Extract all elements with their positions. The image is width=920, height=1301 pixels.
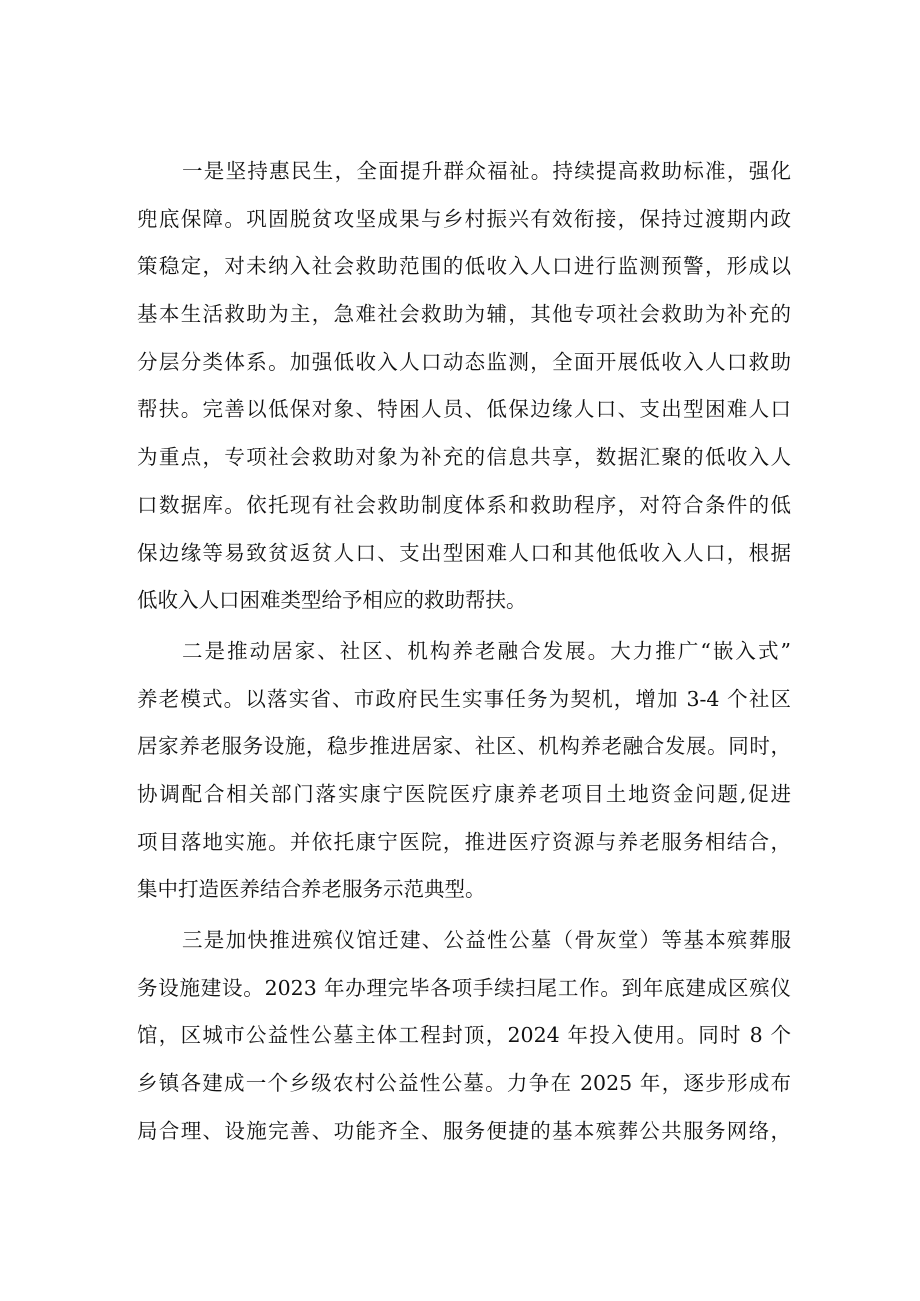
- paragraph-1-line-4: 基本生活救助为主，急难社会救助为辅，其他专项社会救助为补充的: [137, 302, 791, 327]
- paragraph-1-line-6: 帮扶。完善以低保对象、特困人员、低保边缘人口、支出型困难人口: [137, 397, 791, 422]
- paragraph-3-line-3: 馆，区城市公益性公墓主体工程封顶，2024 年投入使用。同时 8 个: [137, 1023, 791, 1048]
- paragraph-1-line-5: 分层分类体系。加强低收入人口动态监测，全面开展低收入人口救助: [137, 349, 791, 374]
- paragraph-2-line-1: 二是推动居家、社区、机构养老融合发展。大力推广“嵌入式”: [182, 638, 791, 663]
- paragraph-1-line-2: 兜底保障。巩固脱贫攻坚成果与乡村振兴有效衔接，保持过渡期内政: [137, 206, 791, 231]
- paragraph-1-line-10: 低收入人口困难类型给予相应的救助帮扶。: [137, 588, 527, 613]
- paragraph-3-line-1: 三是加快推进殡仪馆迁建、公益性公墓（骨灰堂）等基本殡葬服: [182, 928, 791, 952]
- paragraph-1-line-1: 一是坚持惠民生，全面提升群众福祉。持续提高救助标准，强化: [182, 159, 791, 183]
- paragraph-1-line-9: 保边缘等易致贫返贫人口、支出型困难人口和其他低收入人口，根据: [137, 540, 791, 565]
- paragraph-2-line-3: 居家养老服务设施，稳步推进居家、社区、机构养老融合发展。同时，: [137, 734, 791, 759]
- paragraph-3: [137, 917, 791, 1155]
- paragraph-1-line-7: 为重点，专项社会救助对象为补充的信息共享，数据汇聚的低收入人: [137, 445, 791, 470]
- paragraph-1: [137, 148, 791, 625]
- paragraph-1-line-3: 策稳定，对未纳入社会救助范围的低收入人口进行监测预警，形成以: [137, 254, 791, 279]
- paragraph-2: [137, 628, 791, 914]
- paragraph-3-line-4: 乡镇各建成一个乡级农村公益性公墓。力争在 2025 年，逐步形成布: [137, 1071, 791, 1096]
- paragraph-3-line-2: 务设施建设。2023 年办理完毕各项手续扫尾工作。到年底建成区殡仪: [137, 975, 791, 1000]
- paragraph-2-line-4: 协调配合相关部门落实康宁医院医疗康养老项目土地资金问题,促进: [137, 781, 791, 806]
- paragraph-3-line-5: 局合理、设施完善、功能齐全、服务便捷的基本殡葬公共服务网络，: [137, 1118, 791, 1143]
- paragraph-2-line-5: 项目落地实施。并依托康宁医院，推进医疗资源与养老服务相结合，: [137, 829, 791, 854]
- paragraph-2-line-2: 养老模式。以落实省、市政府民生实事任务为契机，增加 3-4 个社区: [137, 686, 791, 711]
- paragraph-2-line-6: 集中打造医养结合养老服务示范典型。: [137, 877, 486, 902]
- paragraph-1-line-8: 口数据库。依托现有社会救助制度体系和救助程序，对符合条件的低: [137, 492, 791, 517]
- document-body: [137, 148, 791, 1155]
